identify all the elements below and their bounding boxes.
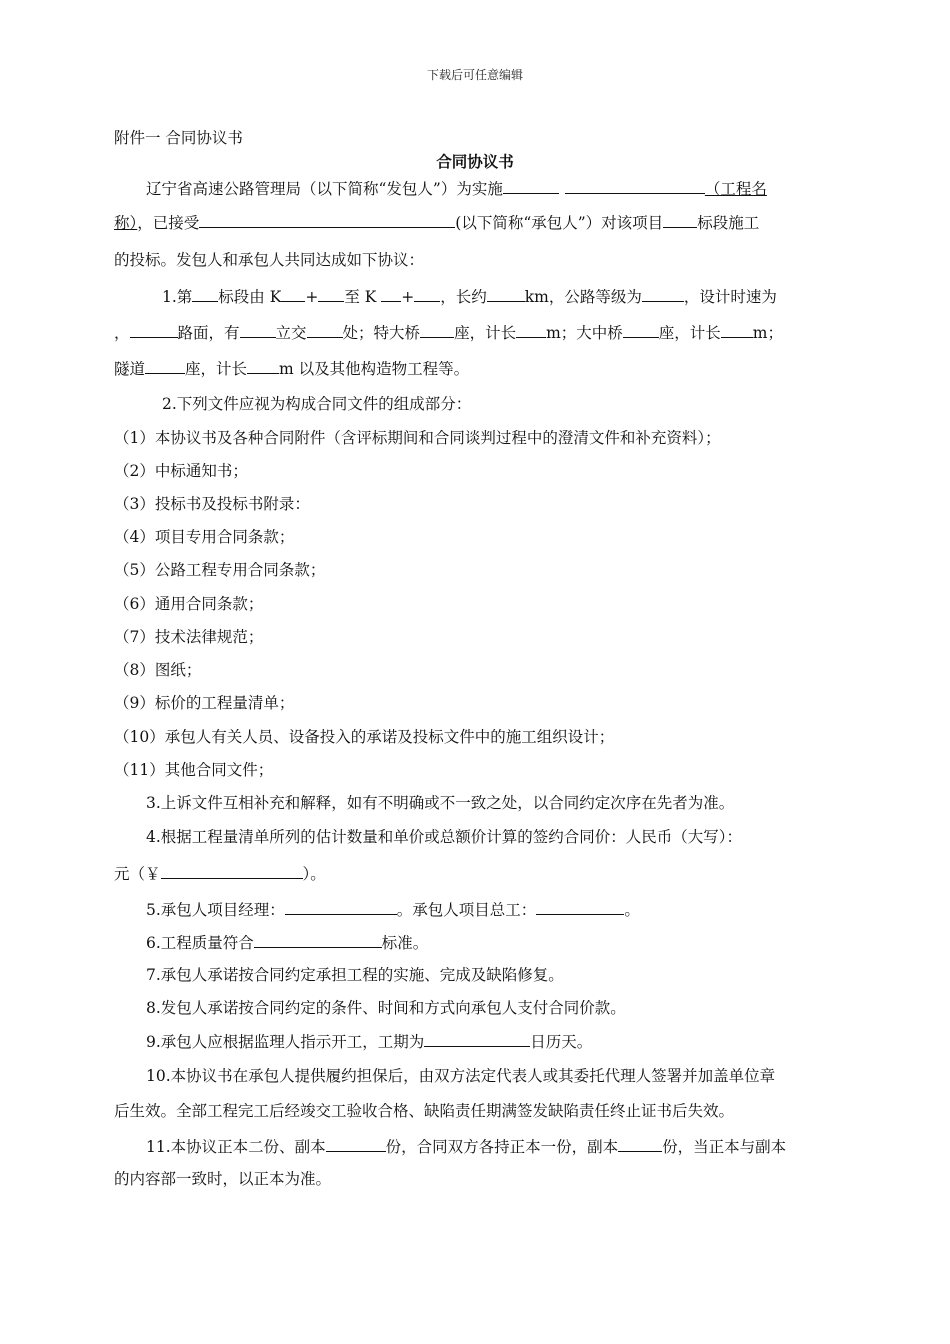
doc-list-item: （6）通用合同条款； [114, 595, 264, 613]
item-text: 份，当正本与副本 [662, 1138, 787, 1156]
blank-field [192, 286, 218, 302]
item-1-line-3 [114, 358, 840, 379]
blank-field [642, 286, 684, 302]
item-7: 7.承包人承诺按合同约定承担工程的实施、完成及缺陷修复。 [146, 966, 564, 984]
doc-list-item: （3）投标书及投标书附录： [114, 495, 310, 513]
item-4-line-2 [114, 863, 840, 884]
intro-text: 辽宁省高速公路管理局（以下简称“发包人”）为实施 [146, 180, 503, 198]
intro-line-1 [146, 178, 840, 199]
item-text: 标段由 K [218, 288, 282, 306]
item-text: 5.承包人项目经理： [146, 901, 285, 919]
blank-field [420, 322, 454, 338]
blank-field [130, 322, 178, 338]
blank-field [381, 286, 401, 302]
item-text: 处；特大桥 [342, 324, 421, 342]
item-text: m 以及其他构造物工程等。 [279, 360, 470, 378]
item-text: 至 K [344, 288, 382, 306]
contractor-blank-2 [389, 212, 455, 228]
intro-text: 标段施工 [697, 214, 760, 232]
item-text: 9.承包人应根据监理人指示开工，工期为 [146, 1033, 425, 1051]
item-8: 8.发包人承诺按合同约定的条件、时间和方式向承包人支付合同价款。 [146, 999, 626, 1017]
item-text: 座，计长 [185, 360, 248, 378]
chief-engineer-blank [536, 899, 624, 915]
project-name-blank [565, 178, 705, 194]
item-text: 路面，有 [177, 324, 240, 342]
item-1-line-1 [162, 286, 856, 307]
intro-line-2 [114, 212, 840, 233]
item-9 [146, 1031, 840, 1052]
doc-list-item: （7）技术法律规范； [114, 628, 264, 646]
item-text: + [305, 288, 319, 306]
blank-field [307, 322, 343, 338]
intro-text: （工程名 [704, 180, 767, 198]
doc-list-item: （11）其他合同文件； [114, 761, 274, 779]
item-text: 立交 [275, 324, 307, 342]
blank-field [487, 286, 525, 302]
doc-list-item: （5）公路工程专用合同条款； [114, 561, 326, 579]
item-11-line-2: 的内容部一致时，以正本为准。 [114, 1170, 332, 1188]
item-text: 1.第 [162, 288, 193, 306]
item-text: 日历天。 [530, 1033, 593, 1051]
item-text: 标准。 [381, 934, 429, 952]
doc-list-item: （8）图纸； [114, 661, 202, 679]
quality-standard-blank [254, 932, 382, 948]
item-text: ， [114, 324, 130, 342]
item-text: ，长约 [440, 288, 487, 306]
item-text: m； [752, 324, 783, 342]
item-text: ，设计时速为 [683, 288, 777, 306]
item-5 [146, 899, 840, 920]
blank-field [318, 286, 344, 302]
item-text: 6.工程质量符合 [146, 934, 254, 952]
item-10-line-2: 后生效。全部工程完工后经竣交工验收合格、缺陷责任期满签发缺陷责任终止证书后失效。 [114, 1102, 735, 1120]
blank-field [721, 322, 753, 338]
item-text: 。 [624, 901, 640, 919]
item-10-line-1: 10.本协议书在承包人提供履约担保后，由双方法定代表人或其委托代理人签署并加盖单位章 [146, 1067, 776, 1085]
item-text: 元（￥ [114, 865, 161, 883]
item-text: km，公路等级为 [524, 288, 642, 306]
item-text: m；大中桥 [546, 324, 623, 342]
doc-list-item: （1）本协议书及各种合同附件（含评标期间和合同谈判过程中的澄清文件和补充资料）； [114, 429, 721, 447]
copies-blank-2 [618, 1136, 662, 1152]
blank-field [145, 358, 185, 374]
document-title: 合同协议书 [436, 152, 514, 171]
item-text: + [401, 288, 415, 306]
item-text: ）。 [302, 865, 326, 883]
item-6 [146, 932, 840, 953]
intro-line-3: 的投标。发包人和承包人共同达成如下协议： [114, 251, 425, 269]
contractor-blank [199, 212, 389, 228]
doc-list-item: （9）标价的工程量清单； [114, 694, 295, 712]
project-manager-blank [285, 899, 397, 915]
item-3: 3.上诉文件互相补充和解释，如有不明确或不一致之处，以合同约定次序在先者为准。 [146, 794, 735, 812]
doc-list-item: （4）项目专用合同条款； [114, 528, 295, 546]
doc-list-item: （10）承包人有关人员、设备投入的承诺及投标文件中的施工组织设计； [114, 728, 615, 746]
blank-field [503, 178, 559, 194]
blank-field [247, 358, 279, 374]
item-text: 份，合同双方各持正本一份，副本 [385, 1138, 619, 1156]
blank-field [414, 286, 440, 302]
item-text: 。承包人项目总工： [396, 901, 537, 919]
section-blank [663, 212, 697, 228]
blank-field [516, 322, 546, 338]
blank-field [240, 322, 276, 338]
doc-list-item: （2）中标通知书； [114, 462, 248, 480]
item-2: 2.下列文件应视为构成合同文件的组成部分： [162, 395, 472, 413]
header-note: 下载后可任意编辑 [426, 68, 523, 82]
item-text: 隧道 [114, 360, 146, 378]
item-11-line-1 [146, 1136, 840, 1157]
item-4-line-1: 4.根据工程量清单所列的估计数量和单价或总额价计算的签约合同价：人民币（大写）： [146, 828, 743, 846]
intro-text: ，已接受 [137, 214, 200, 232]
intro-text: 称） [114, 214, 138, 232]
item-text: 座，计长 [454, 324, 517, 342]
duration-blank [424, 1031, 530, 1047]
item-1-line-2 [114, 322, 840, 343]
contract-price-blank [161, 863, 303, 879]
item-text: 座，计长 [658, 324, 721, 342]
intro-text: (以下简称“承包人”）对该项目 [455, 214, 664, 232]
attachment-label: 附件一 合同协议书 [114, 129, 243, 147]
copies-blank [326, 1136, 386, 1152]
item-text: 11.本协议正本二份、副本 [146, 1138, 326, 1156]
blank-field [281, 286, 305, 302]
blank-field [623, 322, 659, 338]
